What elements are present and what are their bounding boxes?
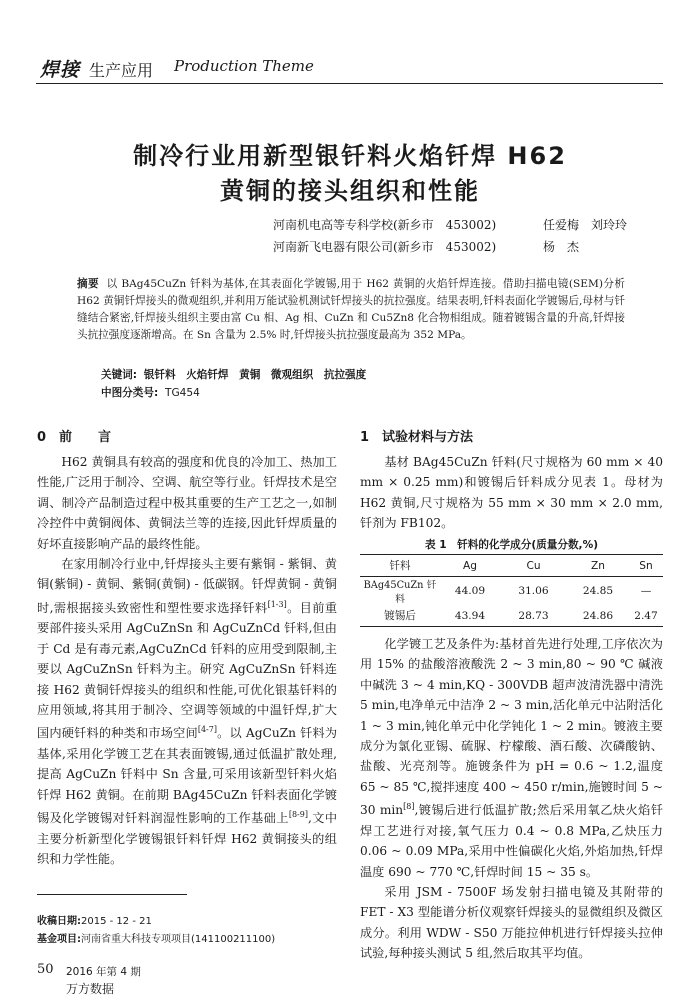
table-header-cell: Ag bbox=[440, 555, 500, 577]
affiliation-2: 河南新飞电器有限公司(新乡市 453002) bbox=[273, 240, 497, 254]
classification-value: TG454 bbox=[164, 387, 200, 399]
issue-label: 2016 年第 4 期 bbox=[66, 966, 141, 978]
table-cell: 镀锡后 bbox=[384, 610, 416, 622]
section-1-heading: 1 试验材料与方法 bbox=[360, 430, 474, 445]
section-0-body bbox=[37, 452, 337, 869]
title-line-2: 黄铜的接头组织和性能 bbox=[220, 177, 480, 205]
table-1-caption: 表 1 钎料的化学成分(质量分数,%) bbox=[424, 539, 599, 551]
citation-ref: [4-7] bbox=[197, 725, 217, 735]
citation-ref: [1-3] bbox=[267, 599, 287, 609]
keywords-list: 银钎料 火焰钎焊 黄铜 微观组织 抗拉强度 bbox=[143, 369, 367, 381]
section-0-paragraph-2: 在家用制冷行业中,钎焊接头主要有紫铜 - 紫铜、黄铜(紫铜) - 黄铜、紫铜(黄铜) - 低碳钢。钎焊黄铜 - 黄铜时,需根据接头致密性和塑性要求选择钎料[1-3]。目前重要部件接头采用 AgCuZnSn 和 AgCuZnCd 钎料,但由于 Cd 是有毒元素,AgCuZnCd 钎料的应用受到限制,主要以 AgCuZnSn 钎料为主。研究 AgCuZnSn 钎料连接 H62 黄铜钎焊接头的组织和性能,可优化银基钎料的应用领域,将其用于制冷、空调等领域的中温钎焊,扩大国内硬钎料的种类和市场空间[4-7]。以 AgCuZn 钎料为基体,采用化学镀工艺在其表面镀锡,通过低温扩散处理,提高 AgCuZn 钎料中 Sn 含量,可采用该新型钎料火焰钎焊 H62 黄铜。在前期 BAg45CuZn 钎料表面化学镀锡及化学镀锡对钎料润湿性影响的工作基础上[8-9],文中主要分析新型化学镀锡银钎料钎焊 H62 黄铜接头的组织和力学性能。 bbox=[37, 557, 338, 866]
table-row bbox=[360, 577, 663, 606]
table-cell: 24.85 bbox=[582, 585, 614, 597]
table-cell: 43.94 bbox=[454, 609, 486, 622]
section-name-english: Production Theme bbox=[174, 57, 314, 75]
table-header-row bbox=[360, 555, 663, 577]
table-cell: 2.47 bbox=[634, 609, 658, 622]
section-1-paragraph-3-text: 采用 JSM - 7500F 场发射扫描电镜及其附带的 FET - X3 型能谱分析仪观察钎焊接头的显微组织及微区成分。利用 WDW - S50 万能拉伸机进行钎焊接头拉伸试验,每种接头测试 5 组,然后取其平均值。 bbox=[360, 884, 663, 961]
title-line-1: 制冷行业用新型银钎料火焰钎焊 H62 bbox=[133, 142, 567, 170]
keywords-label: 关键词: bbox=[101, 369, 138, 381]
authors-2: 杨 杰 bbox=[543, 240, 580, 254]
section-name: 生产应用 bbox=[89, 61, 154, 80]
section-1-paragraph-2-text: 化学镀工艺及条件为:基材首先进行处理,工序依次为用 15% 的盐酸溶液酸洗 2 ~ 3 min,80 ~ 90 ℃ 碱液中碱洗 3 ~ 4 min,KQ - 300VDB 超声波清洗器中清洗 5 min,电净单元中洁净 2 ~ 3 min,活化单元中沾附活化 1 ~ 3 min,钝化单元中化学钝化 1 ~ 2 min。镀液主要成分为氯化亚锡、硫脲、柠檬酸、酒石酸、次磷酸钠、盐酸、光亮剂等。施镀条件为 pH = 0.6 ~ 1.2,温度 65 ~ 85 ℃,搅拌速度 400 ~ 450 r/min,施镀时间 5 ~ 30 min[8],镀锡后进行低温扩散;然后采用氧乙炔火焰钎焊工艺进行对接,氧气压力 0.4 ~ 0.8 MPa,乙炔压力 0.06 ~ 0.09 MPa,采用中性偏碳化火焰,外焰加热,钎焊温度 690 ~ 770 ℃,钎焊时间 15 ~ 35 s。 bbox=[360, 637, 663, 879]
table-cell: BAg45CuZn 钎料 bbox=[363, 580, 437, 605]
citation-ref: [8] bbox=[403, 802, 415, 812]
journal-logo-text: 焊接 bbox=[40, 59, 81, 81]
classification-label: 中图分类号: bbox=[101, 387, 159, 399]
page-number: 50 bbox=[37, 962, 54, 977]
affiliation-1: 河南机电高等专科学校(新乡市 453002) bbox=[273, 218, 497, 232]
fund-label: 基金项目: bbox=[37, 934, 81, 945]
table-header-cell: Sn bbox=[629, 555, 663, 577]
received-value: 2015 - 12 - 21 bbox=[81, 916, 152, 927]
table-cell: 24.86 bbox=[582, 609, 614, 622]
header-rule bbox=[36, 83, 663, 84]
abstract-text: 以 BAg45CuZn 钎料为基体,在其表面化学镀锡,用于 H62 黄铜的火焰钎焊连接。借助扫描电镜(SEM)分析 H62 黄铜钎焊接头的微观组织,并利用万能试验机测试钎焊接头的抗拉强度。结果表明,钎料表面化学镀锡后,母材与钎缝结合紧密,钎焊接头组织主要由富 Cu 相、Ag 相、CuZn 和 Cu5Zn8 化合物相组成。随着镀锡含量的升高,钎焊接头抗拉强度逐渐增高。在 Sn 含量为 2.5% 时,钎焊接头抗拉强度最高为 352 MPa。 bbox=[77, 278, 625, 341]
received-date bbox=[37, 912, 152, 927]
section-1-paragraph-1-text: 基材 BAg45CuZn 钎料(尺寸规格为 60 mm × 40 mm × 0.25 mm)和镀锡后钎料成分见表 1。母材为 H62 黄铜,尺寸规格为 55 mm × 30 mm × 2.0 mm,钎剂为 FB102。 bbox=[360, 455, 663, 531]
table-cell: 31.06 bbox=[518, 585, 549, 597]
citation-ref: [8-9] bbox=[288, 810, 308, 820]
fund-value: 河南省重大科技专项项目(141100211100) bbox=[81, 934, 276, 945]
table-row bbox=[360, 605, 663, 626]
table-cell: — bbox=[640, 585, 652, 597]
fund-info bbox=[37, 930, 275, 945]
source-watermark: 万方数据 bbox=[66, 982, 115, 996]
abstract bbox=[77, 276, 625, 344]
table-cell: 28.73 bbox=[518, 609, 549, 622]
authors-1: 任爱梅 刘玲玲 bbox=[543, 218, 628, 232]
section-0-heading: 0 前 言 bbox=[37, 430, 112, 445]
keywords bbox=[101, 367, 366, 382]
abstract-label: 摘要 bbox=[77, 278, 100, 290]
table-header-cell: Zn bbox=[567, 555, 629, 577]
received-label: 收稿日期: bbox=[37, 916, 81, 927]
table-cell: 44.09 bbox=[454, 585, 486, 597]
footnote-rule bbox=[37, 894, 187, 895]
classification bbox=[101, 385, 200, 400]
section-1-paragraph-1 bbox=[360, 452, 663, 534]
table-header-cell: Cu bbox=[500, 555, 567, 577]
table-header-cell: 钎料 bbox=[360, 555, 440, 577]
section-0-paragraph-1: H62 黄铜具有较高的强度和优良的冷加工、热加工性能,广泛用于制冷、空调、航空等行业。钎焊技术是空调、制冷产品制造过程中极其重要的生产工艺之一,如制冷控件中黄铜阀体、黄铜法兰等的连接,因此钎焊质量的好坏直接影响产品的最终性能。 bbox=[37, 455, 337, 551]
table-1 bbox=[360, 554, 663, 627]
section-1-paragraph-2 bbox=[360, 634, 663, 964]
